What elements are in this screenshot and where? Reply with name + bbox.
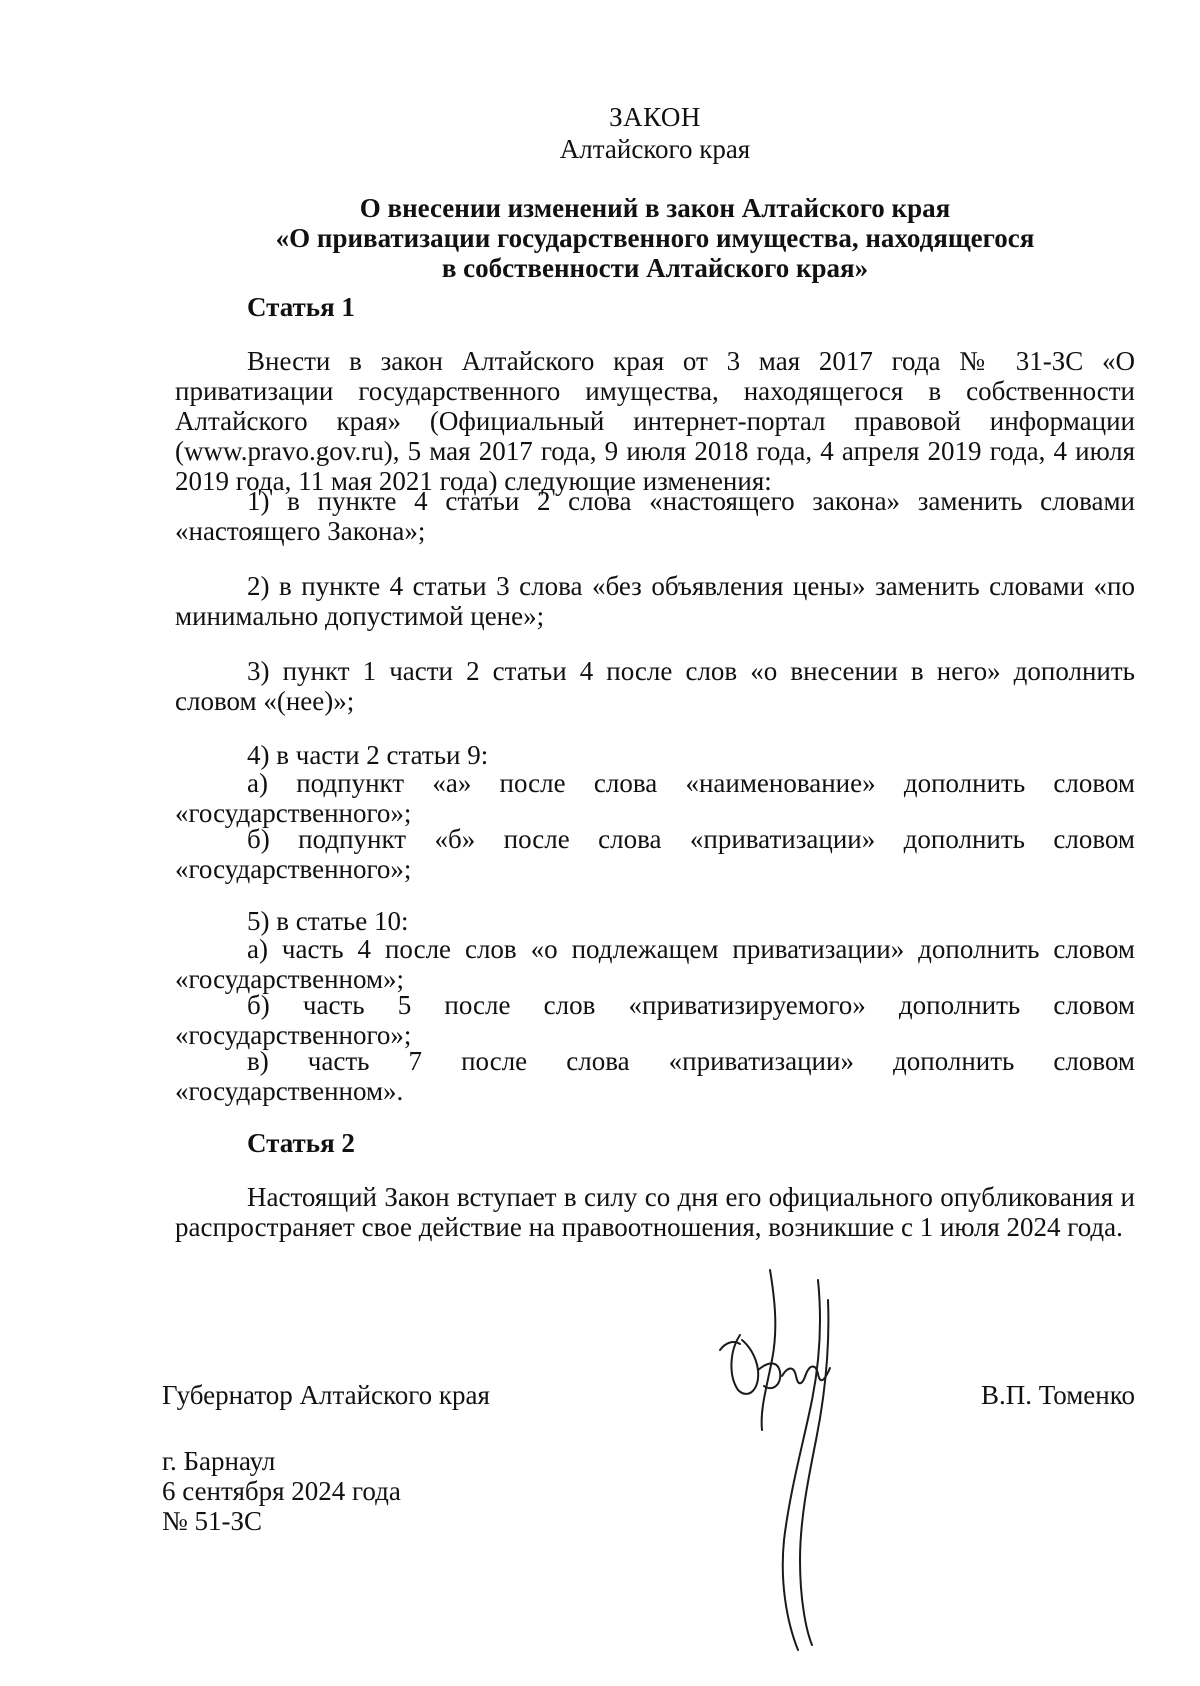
amendment-item-4: 4) в части 2 статьи 9:: [247, 740, 489, 770]
signing-date: 6 сентября 2024 года: [162, 1476, 401, 1506]
article-1-heading: Статья 1: [247, 292, 355, 322]
amendment-item-5c: в) часть 7 после слова «приватизации» дополнить словом «государственном».: [175, 1046, 1135, 1106]
amendment-item-5b: б) часть 5 после слов «приватизируемого» дополнить словом «государственного»;: [175, 990, 1135, 1050]
amendment-item-1: 1) в пункте 4 статьи 2 слова «настоящего закона» заменить словами «настоящего Закона»;: [175, 486, 1135, 546]
amendment-item-4b: б) подпункт «б» после слова «приватизации» дополнить словом «государственного»;: [175, 824, 1135, 884]
doc-title-line: О внесении изменений в закон Алтайского края: [359, 193, 951, 223]
article-1-intro: Внести в закон Алтайского края от 3 мая 2017 года № 31-ЗС «О приватизации государственного имущества, находящегося в собственности Алтайского края» (Официальный интернет-портал правовой информации (www.pravo.gov.ru), 5 мая 2017 года, 9 июля 2018 года, 4 апреля 2019 года, 4 июля 2019 года, 11 мая 2021 года) следующие изменения:: [175, 346, 1135, 496]
amendment-item-2: 2) в пункте 4 статьи 3 слова «без объявления цены» заменить словами «по минимально допустимой цене»;: [175, 571, 1135, 631]
article-2-heading: Статья 2: [247, 1128, 355, 1158]
article-2-text: Настоящий Закон вступает в силу со дня его официального опубликования и распространяет свое действие на правоотношения, возникшие с 1 июля 2024 года.: [175, 1182, 1135, 1242]
governor-name: В.П. Томенко: [981, 1380, 1135, 1410]
signing-city: г. Барнаул: [162, 1446, 276, 1476]
doc-type: ЗАКОН: [609, 102, 701, 132]
handwritten-signature: [700, 1240, 860, 1660]
amendment-item-5: 5) в статье 10:: [247, 906, 409, 936]
doc-title-line: «О приватизации государственного имущества, находящегося: [275, 223, 1035, 253]
amendment-item-4a: а) подпункт «а» после слова «наименование» дополнить словом «государственного»;: [175, 768, 1135, 828]
governor-title: Губернатор Алтайского края: [162, 1380, 490, 1410]
amendment-item-3: 3) пункт 1 части 2 статьи 4 после слов «о внесении в него» дополнить словом «(нее)»;: [175, 656, 1135, 716]
doc-title: [175, 193, 1135, 283]
doc-subject: Алтайского края: [559, 134, 751, 164]
doc-title-line: в собственности Алтайского края»: [441, 253, 869, 283]
amendment-item-5a: а) часть 4 после слов «о подлежащем приватизации» дополнить словом «государственном»;: [175, 934, 1135, 994]
law-number: № 51-ЗС: [162, 1506, 263, 1536]
